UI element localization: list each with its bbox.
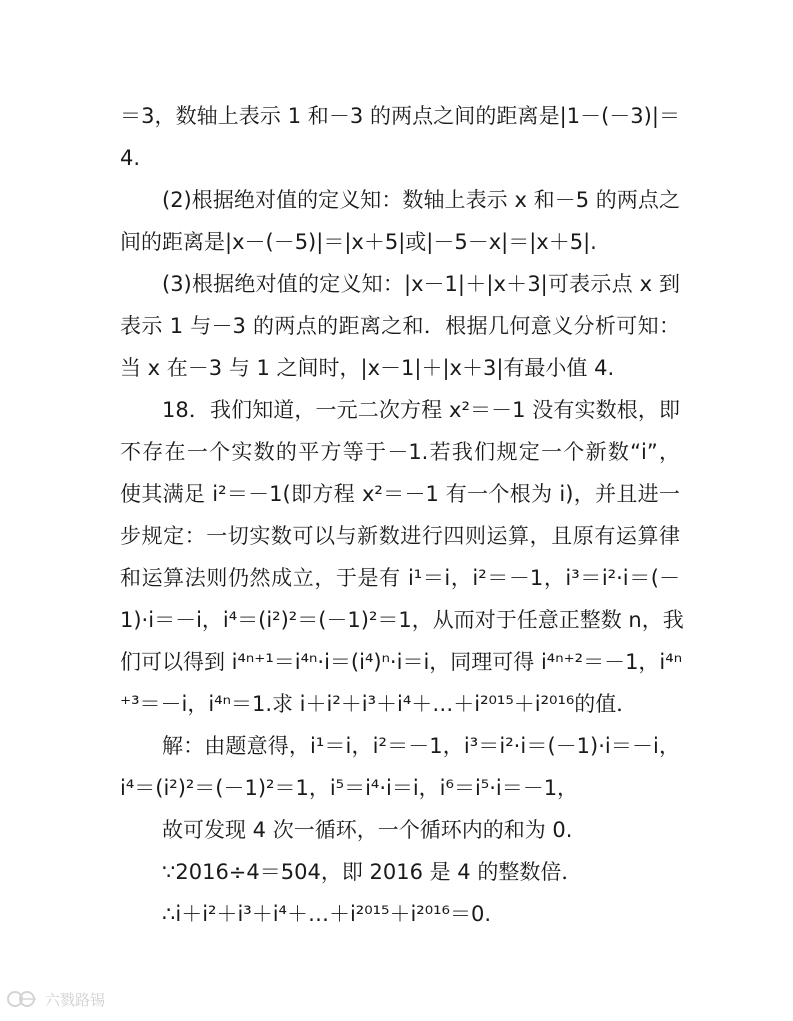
- text-line-4: 间的距离是|x－(－5)|＝|x＋5|或|－5－x|＝|x＋5|.: [120, 230, 597, 254]
- text-line-5: (3)根据绝对值的定义知：|x－1|＋|x＋3|可表示点 x 到: [162, 272, 680, 296]
- text-line-18: 故可发现 4 次一循环，一个循环内的和为 0.: [162, 818, 573, 842]
- text-line-12: 和运算法则仍然成立，于是有 i¹＝i，i²＝－1，i³＝i²·i＝(－: [120, 566, 680, 590]
- watermark: [6, 988, 105, 1010]
- text-line-9: 不存在一个实数的平方等于－1.若我们规定一个新数“i”，: [120, 440, 680, 464]
- text-line-14: 们可以得到 i⁴ⁿ⁺¹＝i⁴ⁿ·i＝(i⁴)ⁿ·i＝i，同理可得 i⁴ⁿ⁺²＝－1，i⁴ⁿ: [120, 650, 683, 674]
- text-line-10: 使其满足 i²＝－1(即方程 x²＝－1 有一个根为 i)，并且进一: [120, 482, 680, 506]
- text-line-6: 表示 1 与－3 的两点的距离之和．根据几何意义分析可知：: [120, 314, 680, 338]
- text-line-20: ∴i＋i²＋i³＋i⁴＋…＋i²⁰¹⁵＋i²⁰¹⁶＝0.: [162, 902, 492, 926]
- text-line-13: 1)·i＝－i，i⁴＝(i²)²＝(－1)²＝1，从而对于任意正整数 n，我: [120, 608, 684, 632]
- text-line-2: 4.: [120, 146, 141, 170]
- text-line-7: 当 x 在－3 与 1 之间时，|x－1|＋|x＋3|有最小值 4.: [120, 356, 615, 380]
- text-line-1: ＝3，数轴上表示 1 和－3 的两点之间的距离是|1－(－3)|＝: [120, 104, 680, 128]
- text-line-19: ∵2016÷4＝504，即 2016 是 4 的整数倍．: [162, 860, 583, 884]
- watermark-text: 六戮路锡: [45, 990, 106, 1009]
- text-line-17: i⁴＝(i²)²＝(－1)²＝1，i⁵＝i⁴·i＝i，i⁶＝i⁵·i＝－1，: [120, 776, 579, 800]
- text-line-11: 步规定：一切实数可以与新数进行四则运算，且原有运算律: [120, 524, 680, 548]
- text-line-16: 解：由题意得，i¹＝i，i²＝－1，i³＝i²·i＝(－1)·i＝－i，: [162, 734, 680, 758]
- text-line-8: 18．我们知道，一元二次方程 x²＝－1 没有实数根，即: [162, 398, 680, 422]
- text-line-15: ⁺³＝－i，i⁴ⁿ＝1.求 i＋i²＋i³＋i⁴＋…＋i²⁰¹⁵＋i²⁰¹⁶的值．: [120, 692, 638, 716]
- watermark-logo-icon: [6, 988, 40, 1010]
- text-line-3: (2)根据绝对值的定义知：数轴上表示 x 和－5 的两点之: [162, 188, 680, 212]
